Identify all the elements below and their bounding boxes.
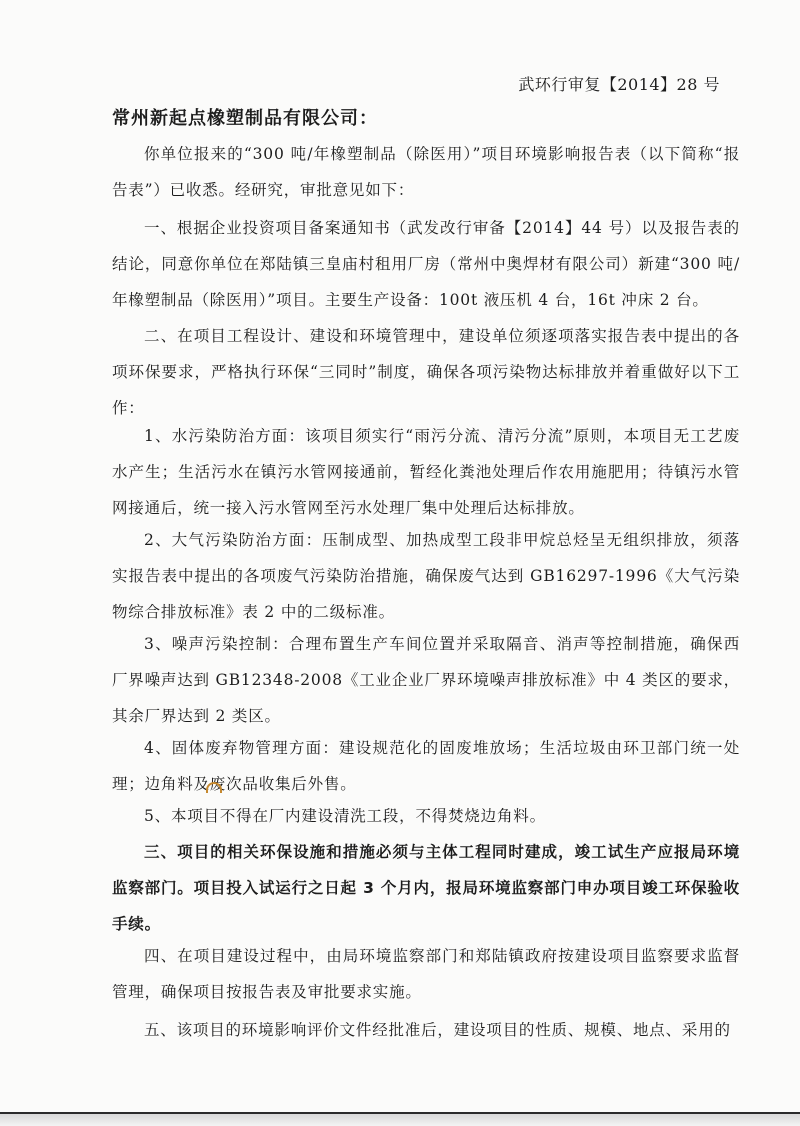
- paragraph-item-2: 二、在项目工程设计、建设和环境管理中，建设单位须逐项落实报告表中提出的各项环保要求，严格执行环保“三同时”制度，确保各项污染物达标排放并着重做好以下工作：: [112, 327, 740, 417]
- paragraph-water-pollution: 1、水污染防治方面：该项目须实行“雨污分流、清污分流”原则，本项目无工艺废水产生；生活污水在镇污水管网接通前，暂经化粪池处理后作农用施肥用；待镇污水管网接通后，统一接入污水管网至污水处理厂集中处理后达标排放。: [112, 427, 740, 517]
- paragraph-item-4: 四、在项目建设过程中，由局环境监察部门和郑陆镇政府按建设项目监察要求监督管理，确保项目按报告表及审批要求实施。: [112, 947, 740, 1001]
- paragraph-item-1: 一、根据企业投资项目备案通知书（武发改行审备【2014】44 号）以及报告表的结论，同意你单位在郑陆镇三皇庙村租用厂房（常州中奥焊材有限公司）新建“300 吨/年橡塑制品（除医用）”项目。主要生产设备：100t 液压机 4 台，16t 冲床 2 台。: [112, 219, 740, 309]
- scan-edge-shadow: [0, 1114, 800, 1126]
- paragraph-cleaning-ban: 5、本项目不得在厂内建设清洗工段，不得焚烧边角料。: [144, 807, 546, 825]
- paragraph-item-5: 五、该项目的环境影响评价文件经批准后，建设项目的性质、规模、地点、采用的: [144, 1021, 731, 1039]
- document-number: 武环行审复【2014】28 号: [518, 75, 720, 94]
- addressee: 常州新起点橡塑制品有限公司：: [112, 108, 378, 129]
- paragraph-item-3: 三、项目的相关环保设施和措施必须与主体工程同时建成，竣工试生产应报局环境监察部门。项目投入试运行之日起 3 个月内，报局环境监察部门申办项目竣工环保验收手续。: [112, 843, 740, 933]
- paragraph-intro: 你单位报来的“300 吨/年橡塑制品（除医用）”项目环境影响报告表（以下简称“报告表”）已收悉。经研究，审批意见如下：: [112, 145, 740, 199]
- pen-mark: [206, 782, 222, 793]
- paragraph-air-pollution: 2、大气污染防治方面：压制成型、加热成型工段非甲烷总烃呈无组织排放，须落实报告表中提出的各项废气污染防治措施，确保废气达到 GB16297-1996《大气污染物综合排放标准》表 2 中的二级标准。: [112, 531, 740, 621]
- paragraph-solid-waste: 4、固体废弃物管理方面：建设规范化的固废堆放场；生活垃圾由环卫部门统一处理；边角料及废次品收集后外售。: [112, 739, 740, 793]
- paragraph-noise-control: 3、噪声污染控制：合理布置生产车间位置并采取隔音、消声等控制措施，确保西厂界噪声达到 GB12348-2008《工业企业厂界环境噪声排放标准》中 4 类区的要求，其余厂界达到 2 类区。: [112, 635, 740, 725]
